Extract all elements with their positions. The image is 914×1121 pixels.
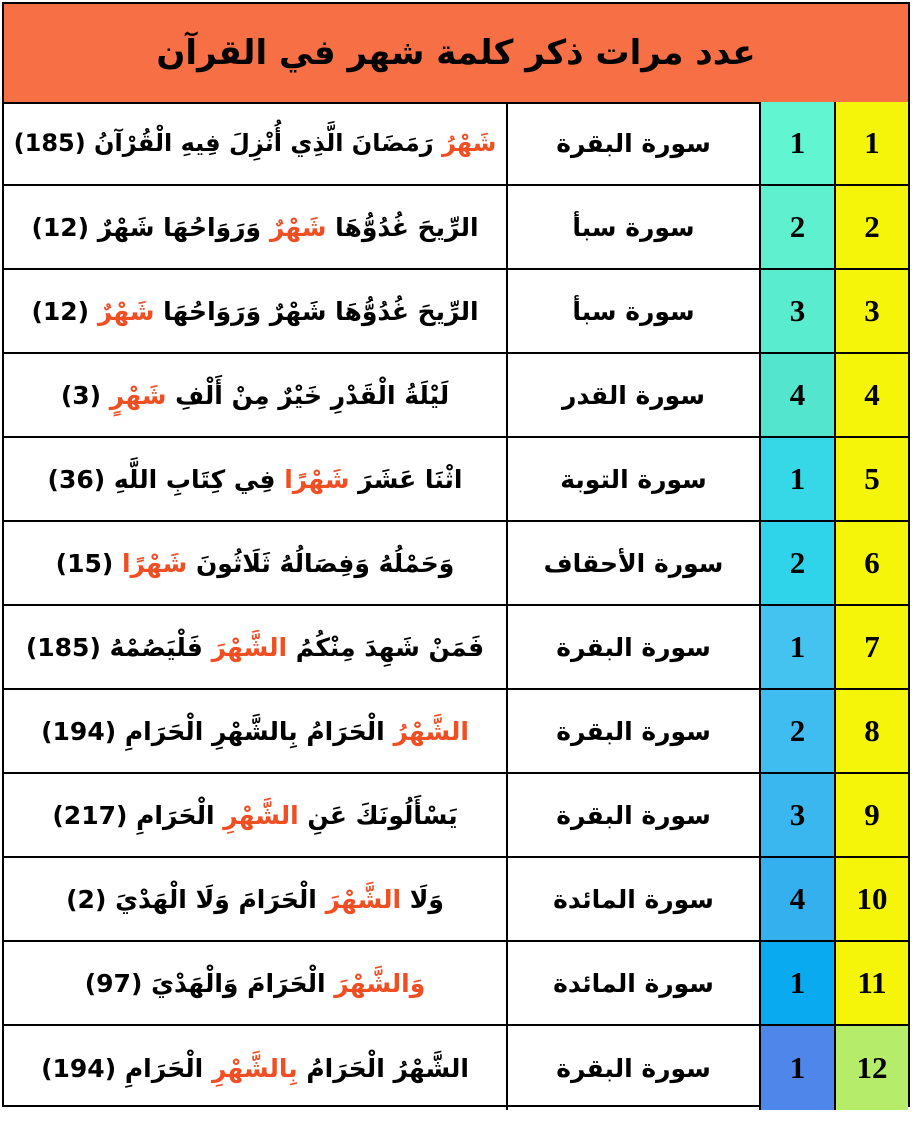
verse-highlight-word: الشَّهْرَ xyxy=(211,632,288,662)
verse-text xyxy=(31,213,478,242)
occurrence-number: 1 xyxy=(789,629,806,664)
serial-cell xyxy=(836,354,908,436)
occurrence-number: 4 xyxy=(789,377,806,412)
serial-number: 8 xyxy=(864,713,880,748)
serial-cell xyxy=(836,858,908,940)
occurrence-number: 1 xyxy=(789,125,806,160)
verse-text xyxy=(66,885,444,914)
verse-highlight-word: شَهْرٍ xyxy=(109,380,167,410)
verse-text xyxy=(41,717,469,746)
verse-highlight-word: شَهْرُ xyxy=(441,129,497,157)
quran-month-table xyxy=(2,2,910,1107)
verse-after: (15) xyxy=(55,548,123,578)
surah-cell xyxy=(508,606,761,688)
surah-name: سورة البقرة xyxy=(556,716,711,746)
surah-name: سورة المائدة xyxy=(553,968,714,998)
surah-cell xyxy=(508,942,761,1024)
surah-cell xyxy=(508,354,761,436)
serial-number: 3 xyxy=(864,293,880,328)
occurrence-cell xyxy=(761,438,836,520)
serial-cell xyxy=(836,102,908,184)
verse-cell xyxy=(4,858,508,940)
serial-number: 9 xyxy=(864,797,880,832)
occurrence-cell xyxy=(761,690,836,772)
verse-after: رَمَضَانَ الَّذِي أُنْزِلَ فِيهِ الْقُرْآنُ (185) xyxy=(13,129,442,157)
verse-after: فِي كِتَابِ اللَّهِ (36) xyxy=(47,464,285,494)
verse-after: الْحَرَامَ وَالْهَدْيَ (97) xyxy=(84,968,335,998)
occurrence-cell xyxy=(761,1026,836,1110)
verse-before: يَسْأَلُونَكَ عَنِ xyxy=(298,800,458,830)
serial-number: 1 xyxy=(864,125,880,160)
serial-cell xyxy=(836,774,908,856)
verse-text xyxy=(26,633,484,662)
verse-cell xyxy=(4,690,508,772)
surah-cell xyxy=(508,858,761,940)
serial-number: 5 xyxy=(864,461,880,496)
occurrence-cell xyxy=(761,354,836,436)
table-row xyxy=(4,270,908,354)
occurrence-cell xyxy=(761,102,836,184)
verse-cell xyxy=(4,354,508,436)
verse-text xyxy=(52,801,457,830)
surah-cell xyxy=(508,438,761,520)
serial-cell xyxy=(836,438,908,520)
verse-before: الرِّيحَ غُدُوُّهَا xyxy=(326,212,479,242)
serial-cell xyxy=(836,1026,908,1110)
verse-cell xyxy=(4,102,508,184)
verse-after: فَلْيَصُمْهُ (185) xyxy=(25,632,212,662)
serial-number: 10 xyxy=(856,881,888,916)
surah-name: سورة البقرة xyxy=(556,800,711,830)
table-row xyxy=(4,186,908,270)
occurrence-number: 1 xyxy=(789,965,806,1000)
table-row xyxy=(4,690,908,774)
verse-cell xyxy=(4,606,508,688)
verse-cell xyxy=(4,1026,508,1110)
occurrence-number: 3 xyxy=(789,797,806,832)
verse-highlight-word: الشَّهْرُ xyxy=(393,716,469,746)
verse-text xyxy=(41,1054,469,1083)
occurrence-cell xyxy=(761,858,836,940)
verse-before: وَلَا xyxy=(401,884,444,914)
verse-cell xyxy=(4,942,508,1024)
serial-number: 7 xyxy=(864,629,880,664)
verse-highlight-word: شَهْرًا xyxy=(122,548,188,578)
verse-highlight-word: شَهْرًا xyxy=(284,464,350,494)
table-row xyxy=(4,606,908,690)
table-row xyxy=(4,774,908,858)
verse-text xyxy=(48,465,463,494)
table-row xyxy=(4,1026,908,1110)
surah-name: سورة المائدة xyxy=(553,884,714,914)
occurrence-cell xyxy=(761,774,836,856)
serial-cell xyxy=(836,942,908,1024)
verse-cell xyxy=(4,438,508,520)
surah-cell xyxy=(508,522,761,604)
serial-number: 11 xyxy=(857,965,887,1000)
surah-cell xyxy=(508,102,761,184)
verse-cell xyxy=(4,522,508,604)
verse-highlight-word: الشَّهْرِ xyxy=(223,800,299,830)
table-row xyxy=(4,354,908,438)
verse-text xyxy=(56,549,455,578)
verse-before: لَيْلَةُ الْقَدْرِ خَيْرٌ مِنْ أَلْفِ xyxy=(166,380,450,410)
verse-before: اثْنَا عَشَرَ xyxy=(349,464,463,494)
surah-name: سورة البقرة xyxy=(556,128,711,158)
verse-after: (3) xyxy=(60,380,110,410)
verse-cell xyxy=(4,270,508,352)
occurrence-number: 2 xyxy=(789,545,806,580)
table-row xyxy=(4,438,908,522)
serial-number: 2 xyxy=(864,209,880,244)
surah-name: سورة البقرة xyxy=(556,632,711,662)
verse-highlight-word: الشَّهْرَ xyxy=(325,884,402,914)
serial-number: 4 xyxy=(864,377,880,412)
table-row xyxy=(4,522,908,606)
verse-text xyxy=(85,969,426,998)
serial-number: 12 xyxy=(856,1050,888,1085)
serial-cell xyxy=(836,522,908,604)
title-bar xyxy=(4,4,908,104)
occurrence-number: 1 xyxy=(789,1050,806,1085)
verse-highlight-word: بِالشَّهْرِ xyxy=(211,1053,298,1083)
verse-before: وَحَمْلُهُ وَفِصَالُهُ ثَلَاثُونَ xyxy=(187,548,455,578)
surah-name: سورة سبأ xyxy=(572,212,695,242)
surah-cell xyxy=(508,1026,761,1110)
page-title: عدد مرات ذكر كلمة شهر في القرآن xyxy=(156,33,756,73)
verse-after: الْحَرَامَ وَلَا الْهَدْيَ (2) xyxy=(66,884,326,914)
verse-before: فَمَنْ شَهِدَ مِنْكُمُ xyxy=(287,632,485,662)
verse-highlight-word: وَالشَّهْرَ xyxy=(334,968,426,998)
table-row xyxy=(4,942,908,1026)
verse-before: الشَّهْرُ الْحَرَامُ xyxy=(297,1053,469,1083)
occurrence-cell xyxy=(761,186,836,268)
surah-cell xyxy=(508,270,761,352)
serial-cell xyxy=(836,186,908,268)
verse-after: وَرَوَاحُهَا شَهْرٌ (12) xyxy=(31,212,270,242)
occurrence-cell xyxy=(761,606,836,688)
occurrence-number: 2 xyxy=(789,713,806,748)
verse-cell xyxy=(4,186,508,268)
surah-cell xyxy=(508,774,761,856)
surah-cell xyxy=(508,186,761,268)
surah-cell xyxy=(508,690,761,772)
occurrence-cell xyxy=(761,270,836,352)
serial-cell xyxy=(836,690,908,772)
occurrence-cell xyxy=(761,522,836,604)
verse-after: (12) xyxy=(31,296,98,326)
verse-text xyxy=(61,381,449,410)
surah-name: سورة سبأ xyxy=(572,296,695,326)
verse-cell xyxy=(4,774,508,856)
occurrence-number: 1 xyxy=(789,461,806,496)
verse-after: الْحَرَامِ (194) xyxy=(41,1053,212,1083)
surah-name: سورة البقرة xyxy=(556,1053,711,1083)
verse-after: الْحَرَامُ بِالشَّهْرِ الْحَرَامِ (194) xyxy=(41,716,394,746)
occurrence-number: 4 xyxy=(789,881,806,916)
verse-text xyxy=(31,297,478,326)
verse-highlight-word: شَهْرٌ xyxy=(269,212,327,242)
table-row xyxy=(4,858,908,942)
occurrence-number: 3 xyxy=(789,293,806,328)
verse-highlight-word: شَهْرٌ xyxy=(97,296,155,326)
serial-number: 6 xyxy=(864,545,880,580)
occurrence-number: 2 xyxy=(789,209,806,244)
verse-before: الرِّيحَ غُدُوُّهَا شَهْرٌ وَرَوَاحُهَا xyxy=(154,296,479,326)
occurrence-cell xyxy=(761,942,836,1024)
surah-name: سورة الأحقاف xyxy=(543,548,724,578)
verse-text xyxy=(14,129,497,157)
surah-name: سورة القدر xyxy=(562,380,705,410)
table-row xyxy=(4,102,908,186)
serial-cell xyxy=(836,270,908,352)
serial-cell xyxy=(836,606,908,688)
verse-after: الْحَرَامِ (217) xyxy=(52,800,224,830)
surah-name: سورة التوبة xyxy=(560,464,707,494)
